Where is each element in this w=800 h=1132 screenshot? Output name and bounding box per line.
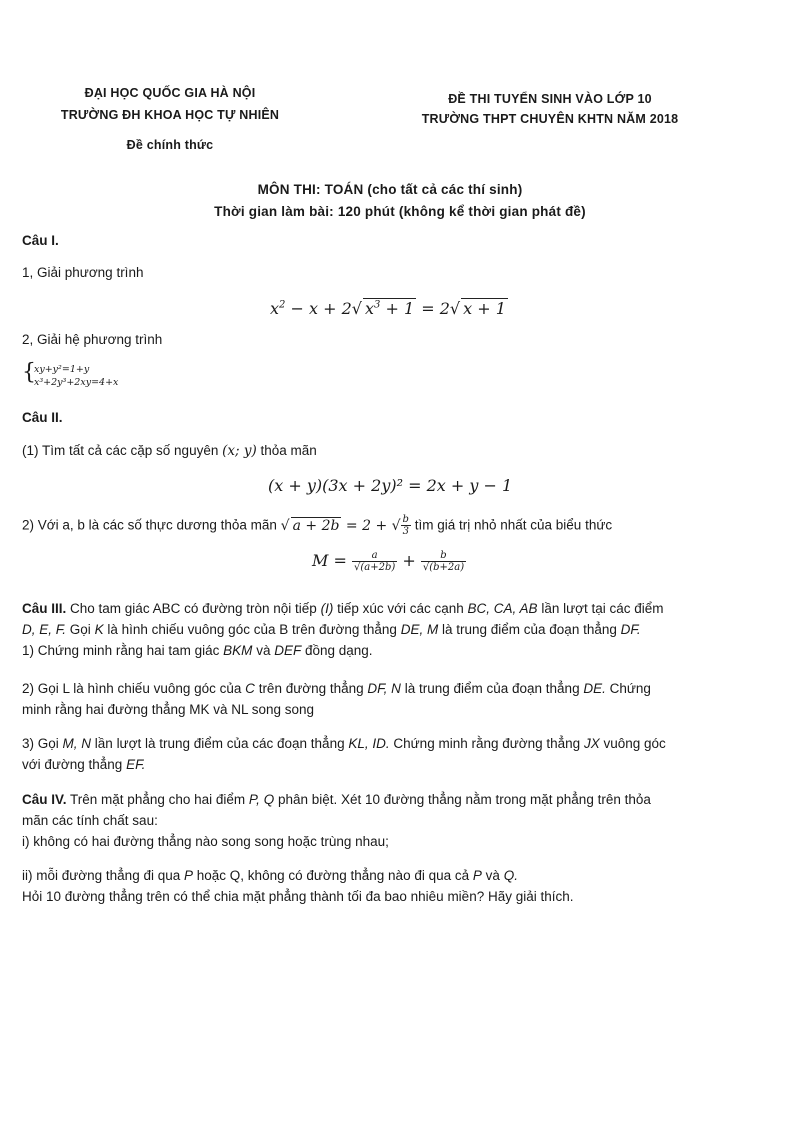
- question-3-part-3: 3) Gọi M, N lần lượt là trung điểm của các đoạn thẳng KL, ID. Chứng minh rằng đường thẳng JX vuông góc với đường thẳng EF.: [22, 736, 666, 772]
- system-line-1: xy+y²=1+y: [34, 364, 90, 375]
- question-2-title: Câu II.: [22, 410, 63, 425]
- time-allowed: Thời gian làm bài: 120 phút (không kể thời gian phát đề): [214, 204, 586, 219]
- question-3-intro: Câu III. Cho tam giác ABC có đường tròn nội tiếp (I) tiếp xúc với các cạnh BC, CA, AB lần lượt tại các điểm D, E, F. Gọi K là hình chiếu vuông góc của B trên đường thẳng DE, M là trung điểm của đoạn thẳng DF. 1) Chứng minh rằng hai tam giác BKM và DEF đồng dạng.: [22, 601, 664, 658]
- question-1-part-2-label: 2, Giải hệ phương trình: [22, 332, 163, 347]
- university-name: ĐẠI HỌC QUỐC GIA HÀ NỘI: [84, 86, 256, 100]
- equation-2: (x + y)(3x + 2y)² = 2x + y − 1: [268, 476, 513, 495]
- school-year: TRƯỜNG THPT CHUYÊN KHTN NĂM 2018: [421, 112, 679, 126]
- equation-1: $x^2 - x + 2√$ $x^3 + 1 = 2√$ x + 1: [270, 299, 506, 318]
- question-2-part-2: 2) Với a, b là các số thực dương thỏa mãn √ a + 2b = 2 + √ $\frac{b}{3}$ tìm giá trị nhỏ nhất của biểu thức: [22, 514, 613, 537]
- question-1-part-1-label: 1, Giải phương trình: [22, 265, 144, 280]
- subject-title: MÔN THI: TOÁN (cho tất cả các thí sinh): [257, 182, 523, 197]
- constraint-formula: √ a + 2b = 2 + √ $\frac{b}{3}$: [280, 514, 409, 537]
- faculty-name: TRƯỜNG ĐH KHOA HỌC TỰ NHIÊN: [60, 108, 280, 122]
- system-line-2: x³+2y³+2xy=4+x: [34, 377, 119, 388]
- system-brace: {: [22, 360, 36, 385]
- expression-M: M = $\frac{a}{√(a+2b)}$ + $\frac{b}{√(b+2a)}$: [312, 550, 465, 573]
- question-3-part-2: 2) Gọi L là hình chiếu vuông góc của C trên đường thẳng DF, N là trung điểm của đoạn thẳng DE. Chứng minh rằng hai đường thẳng MK và NL song song: [22, 681, 651, 717]
- question-1-title: Câu I.: [22, 233, 59, 248]
- question-4: Câu IV. Trên mặt phẳng cho hai điểm P, Q phân biệt. Xét 10 đường thẳng nằm trong mặt phẳng trên thỏa mãn các tính chất sau: i) không có hai đường thẳng nào song song hoặc trùng nhau;: [22, 792, 651, 849]
- question-4-conditions: ii) mỗi đường thẳng đi qua P hoặc Q, không có đường thẳng nào đi qua cả P và Q. Hỏi 10 đường thẳng trên có thể chia mặt phẳng thành tối đa bao nhiêu miền? Hãy giải thích.: [22, 868, 574, 904]
- question-2-part-1: (1) Tìm tất cả các cặp số nguyên (x; y) thỏa mãn: [22, 443, 317, 459]
- exam-title: ĐỀ THI TUYỂN SINH VÀO LỚP 10: [448, 92, 652, 106]
- official-label: Đề chính thức: [126, 138, 214, 152]
